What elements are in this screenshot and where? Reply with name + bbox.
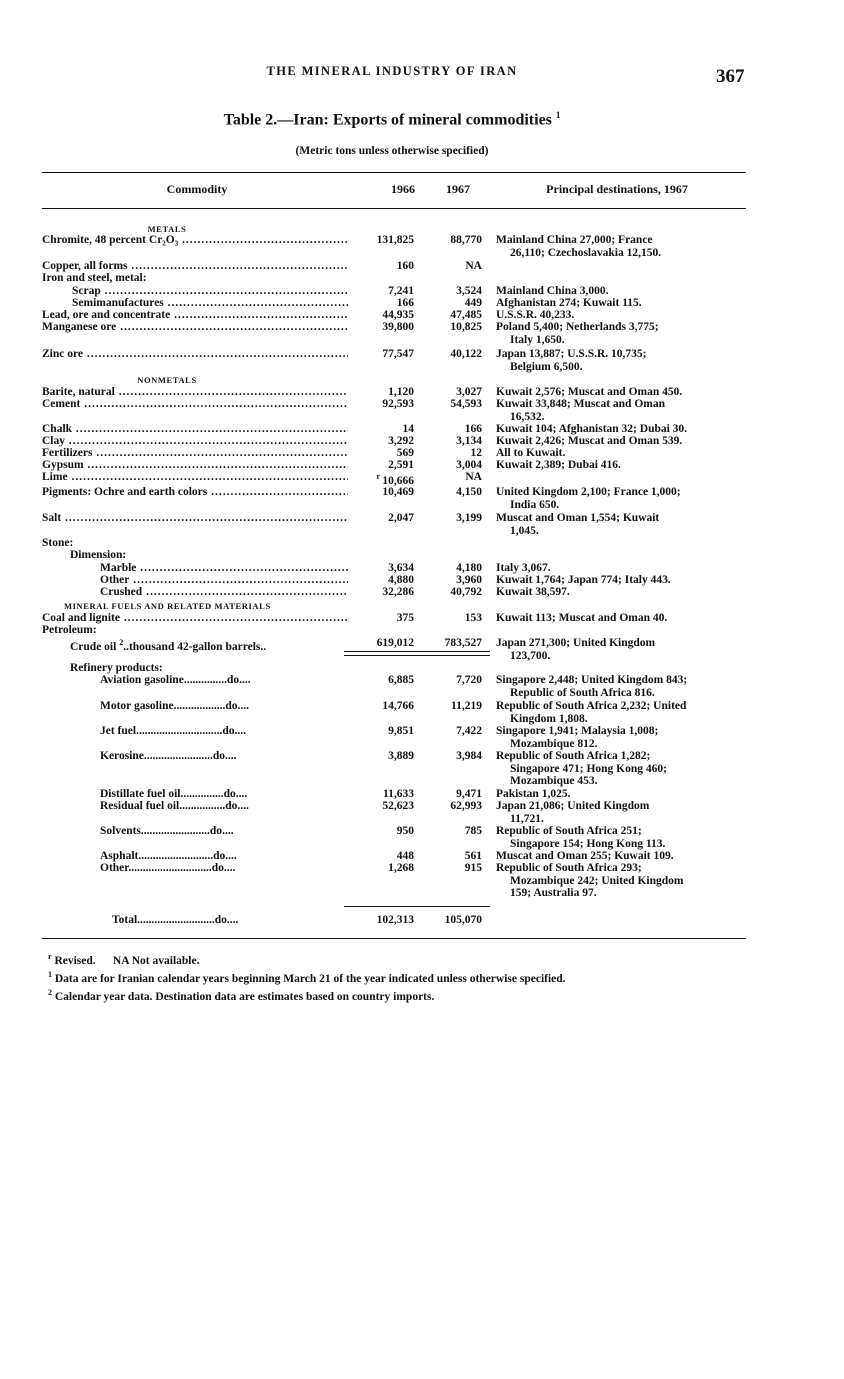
destination-line: Italy 3,067. bbox=[496, 562, 551, 574]
destination-line: Kuwait 1,764; Japan 774; Italy 443. bbox=[496, 574, 671, 586]
commodity-label: Coal and lignite ..... bbox=[42, 612, 348, 625]
value-1966-number: 10,666 bbox=[382, 474, 414, 487]
value-1966: 3,889 bbox=[388, 750, 414, 762]
commodity-label: Kerosine........................do.... bbox=[100, 750, 237, 762]
column-header-1967: 1967 bbox=[446, 182, 470, 196]
value-1966: 52,623 bbox=[382, 800, 414, 812]
row-label: Other bbox=[100, 862, 129, 874]
section-label: METALS bbox=[147, 224, 187, 234]
page-number: 367 bbox=[716, 66, 745, 87]
row-label: Total bbox=[112, 914, 138, 926]
destinations bbox=[496, 750, 746, 788]
destination-line: Singapore 154; Hong Kong 113. bbox=[510, 837, 666, 850]
value-1966: 3,292 bbox=[388, 435, 414, 447]
destinations bbox=[496, 423, 746, 436]
commodity-label: Zinc ore ..... bbox=[42, 348, 348, 361]
value-1967: 62,993 bbox=[450, 800, 482, 812]
commodity-label: Other.............................do.... bbox=[100, 862, 236, 874]
row-label: Motor gasoline bbox=[100, 700, 174, 712]
commodity-label: Dimension: bbox=[70, 549, 127, 561]
commodity-label: Jet fuel..............................do.... bbox=[100, 725, 246, 737]
destinations bbox=[496, 386, 746, 399]
value-1967: 4,180 bbox=[456, 562, 482, 574]
ditto-mark: do bbox=[222, 725, 235, 737]
commodity-label: Chromite, 48 percent Cr₂O₃ ..... bbox=[42, 234, 348, 247]
destination-line: Republic of South Africa 251; bbox=[496, 825, 642, 837]
footnote-ref: 2 bbox=[119, 638, 124, 647]
destination-line: All to Kuwait. bbox=[496, 447, 566, 459]
commodity-label: Copper, all forms ..... bbox=[42, 260, 348, 273]
destination-line: India 650. bbox=[510, 498, 560, 511]
commodity-label: Crude oil $^2$..thousand 42-gallon barrels.. bbox=[70, 638, 267, 653]
table-title bbox=[0, 110, 784, 129]
value-1966: 160 bbox=[396, 260, 414, 272]
commodity-label: Lime ..... bbox=[42, 471, 348, 484]
commodity-label: Residual fuel oil................do.... bbox=[100, 800, 249, 812]
footnote-text: Calendar year data. Destination data are estimates based on country imports. bbox=[54, 991, 435, 1004]
value-1967: 3,134 bbox=[456, 435, 482, 447]
footnote-text: Data are for Iranian calendar years beginning March 21 of the year indicated unless otherwise specified. bbox=[54, 973, 566, 986]
ditto-mark: do bbox=[214, 914, 227, 926]
destinations bbox=[496, 398, 746, 423]
crude-label: Crude oil bbox=[70, 640, 117, 653]
destination-line: Poland 5,400; Netherlands 3,775; bbox=[496, 321, 659, 333]
destination-line: U.S.S.R. 40,233. bbox=[496, 309, 575, 321]
ditto-mark: do bbox=[211, 862, 224, 874]
value-1966: 3,634 bbox=[388, 562, 414, 574]
destinations bbox=[496, 435, 746, 448]
value-1967: 47,485 bbox=[450, 309, 482, 321]
value-1967: 11,219 bbox=[451, 700, 482, 712]
destination-line: Pakistan 1,025. bbox=[496, 788, 571, 800]
value-1966: 1,120 bbox=[388, 386, 414, 398]
destinations bbox=[496, 788, 746, 801]
value-1966 bbox=[350, 471, 414, 487]
value-1967: 166 bbox=[464, 423, 482, 435]
destination-line: Kuwait 104; Afghanistan 32; Dubai 30. bbox=[496, 423, 688, 435]
footnote-ref: 1 bbox=[555, 110, 561, 120]
row-label: Aviation gasoline bbox=[100, 674, 184, 686]
destination-line: 159; Australia 97. bbox=[510, 887, 597, 900]
value-1966: 14,766 bbox=[382, 700, 414, 712]
ditto-mark: do bbox=[212, 750, 226, 762]
destination-line: Republic of South Africa 293; bbox=[496, 862, 642, 874]
destination-line: Mainland China 27,000; France bbox=[496, 234, 653, 246]
row-label: Kerosine bbox=[100, 750, 144, 762]
footnote-1 bbox=[48, 968, 748, 986]
value-1966: 92,593 bbox=[382, 398, 414, 410]
section-label: NONMETALS bbox=[137, 375, 197, 385]
destination-line: Kuwait 2,389; Dubai 416. bbox=[496, 459, 621, 471]
destination-line: Muscat and Oman 255; Kuwait 109. bbox=[496, 850, 674, 862]
commodity-label: Motor gasoline..................do.... bbox=[100, 700, 249, 712]
value-1967: 54,593 bbox=[450, 398, 482, 410]
ditto-mark: do bbox=[225, 800, 238, 812]
commodity-label: Refinery products: bbox=[70, 662, 163, 674]
value-1966: 166 bbox=[396, 297, 414, 309]
value-1966: 102,313 bbox=[376, 914, 414, 926]
revised-mark: r bbox=[376, 472, 381, 481]
destinations bbox=[496, 586, 746, 599]
destinations bbox=[496, 725, 746, 750]
na-text: NA Not available. bbox=[112, 954, 200, 967]
destination-line: Japan 271,300; United Kingdom bbox=[496, 637, 656, 649]
commodity-label: Manganese ore ..... bbox=[42, 321, 348, 334]
destinations bbox=[496, 612, 746, 625]
destination-line: Mainland China 3,000. bbox=[496, 285, 609, 297]
value-1966: 950 bbox=[396, 825, 414, 837]
destination-line: Mozambique 242; United Kingdom bbox=[510, 874, 684, 887]
destinations bbox=[496, 637, 746, 662]
value-1967: 783,527 bbox=[444, 637, 482, 649]
revised-mark: r bbox=[48, 952, 52, 961]
destinations bbox=[496, 800, 746, 825]
revised-text: Revised. bbox=[54, 954, 96, 967]
value-1967: 4,150 bbox=[456, 486, 482, 498]
value-1967: 561 bbox=[464, 850, 482, 862]
destination-line: 1,045. bbox=[510, 524, 539, 537]
destination-line: Singapore 471; Hong Kong 460; bbox=[510, 762, 667, 775]
commodity-label: Gypsum ..... bbox=[42, 459, 348, 472]
commodity-label: Crushed ..... bbox=[100, 586, 348, 599]
destination-line: Italy 1,650. bbox=[510, 333, 565, 346]
running-head: THE MINERAL INDUSTRY OF IRAN bbox=[266, 64, 518, 78]
table-subtitle: (Metric tons unless otherwise specified) bbox=[295, 145, 489, 157]
destination-line: Afghanistan 274; Kuwait 115. bbox=[496, 297, 642, 309]
destination-line: 26,110; Czechoslavakia 12,150. bbox=[510, 246, 662, 259]
commodity-label: Iron and steel, metal: bbox=[42, 272, 147, 284]
value-1966: 2,047 bbox=[388, 512, 414, 524]
commodity-label: Semimanufactures ..... bbox=[72, 297, 348, 310]
destinations bbox=[496, 309, 746, 322]
value-1967: 785 bbox=[464, 825, 482, 837]
commodity-label: Fertilizers ..... bbox=[42, 447, 348, 460]
destinations bbox=[496, 285, 746, 298]
value-1967: 3,960 bbox=[456, 574, 482, 586]
value-1966: 1,268 bbox=[388, 862, 414, 874]
value-1967: NA bbox=[465, 260, 482, 272]
value-1967: 3,984 bbox=[456, 750, 482, 762]
destinations bbox=[496, 459, 746, 472]
value-1967: 7,422 bbox=[456, 725, 482, 737]
destinations bbox=[496, 234, 746, 259]
value-1966: 11,633 bbox=[383, 788, 414, 800]
commodity-label: Solvents........................do.... bbox=[100, 825, 234, 837]
destinations bbox=[496, 674, 746, 699]
destination-line: 11,721. bbox=[510, 812, 544, 825]
commodity-label: Petroleum: bbox=[42, 624, 97, 636]
value-1967: 40,792 bbox=[450, 586, 482, 598]
value-1966: 569 bbox=[396, 447, 414, 459]
destination-line: Kuwait 113; Muscat and Oman 40. bbox=[496, 612, 668, 624]
row-label: Residual fuel oil bbox=[100, 800, 180, 812]
destination-line: Kuwait 2,576; Muscat and Oman 450. bbox=[496, 386, 683, 398]
destination-line: Japan 13,887; U.S.S.R. 10,735; bbox=[496, 348, 647, 360]
value-1966: 375 bbox=[396, 612, 414, 624]
value-1966: 619,012 bbox=[376, 637, 414, 649]
destination-line: Kuwait 2,426; Muscat and Oman 539. bbox=[496, 435, 683, 447]
value-1967: 40,122 bbox=[450, 348, 482, 360]
value-1966: 131,825 bbox=[376, 234, 414, 246]
column-header-destinations: Principal destinations, 1967 bbox=[546, 182, 688, 196]
ditto-mark: do bbox=[225, 700, 238, 712]
value-1966: 6,885 bbox=[388, 674, 414, 686]
destinations bbox=[496, 562, 746, 575]
value-1967: 9,471 bbox=[456, 788, 482, 800]
value-1966: 10,469 bbox=[382, 486, 414, 498]
destination-line: Japan 21,086; United Kingdom bbox=[496, 800, 650, 812]
value-1967: 915 bbox=[464, 862, 482, 874]
value-1967: 88,770 bbox=[450, 234, 482, 246]
destination-line: Singapore 1,941; Malaysia 1,008; bbox=[496, 725, 659, 737]
destinations bbox=[496, 700, 746, 725]
commodity-label: Asphalt..........................do.... bbox=[100, 850, 237, 862]
destination-line: 16,532. bbox=[510, 410, 545, 423]
footnote-revised bbox=[48, 950, 748, 968]
commodity-label: Aviation gasoline...............do.... bbox=[100, 674, 251, 686]
destination-line: Mozambique 453. bbox=[510, 775, 598, 788]
value-1966: 14 bbox=[402, 423, 414, 435]
footnote-2 bbox=[48, 986, 748, 1004]
destination-line: Republic of South Africa 816. bbox=[510, 686, 655, 699]
destinations bbox=[496, 862, 746, 900]
value-1967: 449 bbox=[464, 297, 482, 309]
double-rule bbox=[344, 651, 490, 656]
commodity-label: Marble ..... bbox=[100, 562, 348, 575]
destination-line: Kuwait 33,848; Muscat and Oman bbox=[496, 398, 665, 410]
crude-unit: thousand 42-gallon barrels bbox=[128, 640, 261, 653]
destinations bbox=[496, 321, 746, 346]
commodity-label: Chalk ..... bbox=[42, 423, 348, 436]
destination-line: Kingdom 1,808. bbox=[510, 712, 588, 725]
destination-line: Republic of South Africa 1,282; bbox=[496, 750, 651, 762]
destination-line: 123,700. bbox=[510, 649, 551, 662]
commodity-label: Barite, natural ..... bbox=[42, 386, 348, 399]
value-1967: 3,004 bbox=[456, 459, 482, 471]
value-1967: 7,720 bbox=[456, 674, 482, 686]
commodity-label: Other ..... bbox=[100, 574, 348, 587]
footnote-mark: 1 bbox=[48, 970, 52, 980]
commodity-label: Salt ..... bbox=[42, 512, 348, 525]
commodity-label: Total...........................do.... bbox=[112, 914, 239, 926]
commodity-label: Clay ..... bbox=[42, 435, 348, 448]
value-1966: 448 bbox=[396, 850, 414, 862]
footnote-mark: 2 bbox=[48, 988, 52, 998]
column-header-commodity: Commodity bbox=[166, 182, 228, 196]
destination-line: Singapore 2,448; United Kingdom 843; bbox=[496, 674, 688, 686]
value-1966: 32,286 bbox=[382, 586, 414, 598]
value-1966: 44,935 bbox=[382, 309, 414, 321]
commodity-label: Stone: bbox=[42, 537, 74, 549]
row-label: Distillate fuel oil bbox=[100, 788, 181, 800]
row-label: Asphalt bbox=[100, 850, 139, 862]
value-1967: 105,070 bbox=[444, 914, 482, 926]
value-1967: 3,027 bbox=[456, 386, 482, 398]
destinations bbox=[496, 447, 746, 460]
value-1967: NA bbox=[465, 471, 482, 483]
table-title-text: Table 2.—Iran: Exports of mineral commodities bbox=[223, 111, 552, 129]
destinations bbox=[496, 512, 746, 537]
value-1967: 153 bbox=[464, 612, 482, 624]
value-1966: 77,547 bbox=[382, 348, 414, 360]
destination-line: United Kingdom 2,100; France 1,000; bbox=[496, 486, 681, 498]
destination-line: Mozambique 812. bbox=[510, 737, 598, 750]
value-1966: 2,591 bbox=[388, 459, 414, 471]
value-1967: 10,825 bbox=[450, 321, 482, 333]
ditto-mark: do bbox=[223, 788, 236, 800]
commodity-label: Lead, ore and concentrate ..... bbox=[42, 309, 348, 322]
destinations bbox=[496, 348, 746, 373]
destinations bbox=[496, 825, 746, 850]
header-bottom-rule bbox=[42, 208, 746, 209]
destinations bbox=[496, 297, 746, 310]
value-1966: 39,800 bbox=[382, 321, 414, 333]
ditto-mark: do bbox=[213, 850, 226, 862]
row-label: Jet fuel bbox=[100, 725, 137, 737]
commodity-label: Pigments: Ochre and earth colors ..... bbox=[42, 486, 348, 499]
value-1966: 4,880 bbox=[388, 574, 414, 586]
ditto-mark: do bbox=[209, 825, 223, 837]
header-top-rule bbox=[42, 172, 746, 173]
value-1967: 3,199 bbox=[456, 512, 482, 524]
ditto-mark: do bbox=[226, 674, 240, 686]
value-1967: 12 bbox=[470, 447, 482, 459]
value-1966: 9,851 bbox=[388, 725, 414, 737]
value-1966: 7,241 bbox=[388, 285, 414, 297]
destination-line: Kuwait 38,597. bbox=[496, 586, 570, 598]
destination-line: Muscat and Oman 1,554; Kuwait bbox=[496, 512, 660, 524]
total-rule bbox=[344, 906, 490, 907]
footnotes bbox=[48, 950, 748, 1005]
table-bottom-rule bbox=[42, 938, 746, 939]
section-label: MINERAL FUELS AND RELATED MATERIALS bbox=[64, 601, 271, 611]
commodity-label: Cement ..... bbox=[42, 398, 348, 411]
row-label: Solvents bbox=[100, 825, 141, 837]
destinations bbox=[496, 850, 746, 863]
value-1967: 3,524 bbox=[456, 285, 482, 297]
commodity-label: Scrap ..... bbox=[72, 285, 348, 298]
destination-line: Republic of South Africa 2,232; United bbox=[496, 700, 687, 712]
destination-line: Belgium 6,500. bbox=[510, 360, 583, 373]
column-header-1966: 1966 bbox=[391, 182, 415, 196]
commodity-label: Distillate fuel oil...............do.... bbox=[100, 788, 248, 800]
destinations bbox=[496, 486, 746, 511]
destinations bbox=[496, 574, 746, 587]
